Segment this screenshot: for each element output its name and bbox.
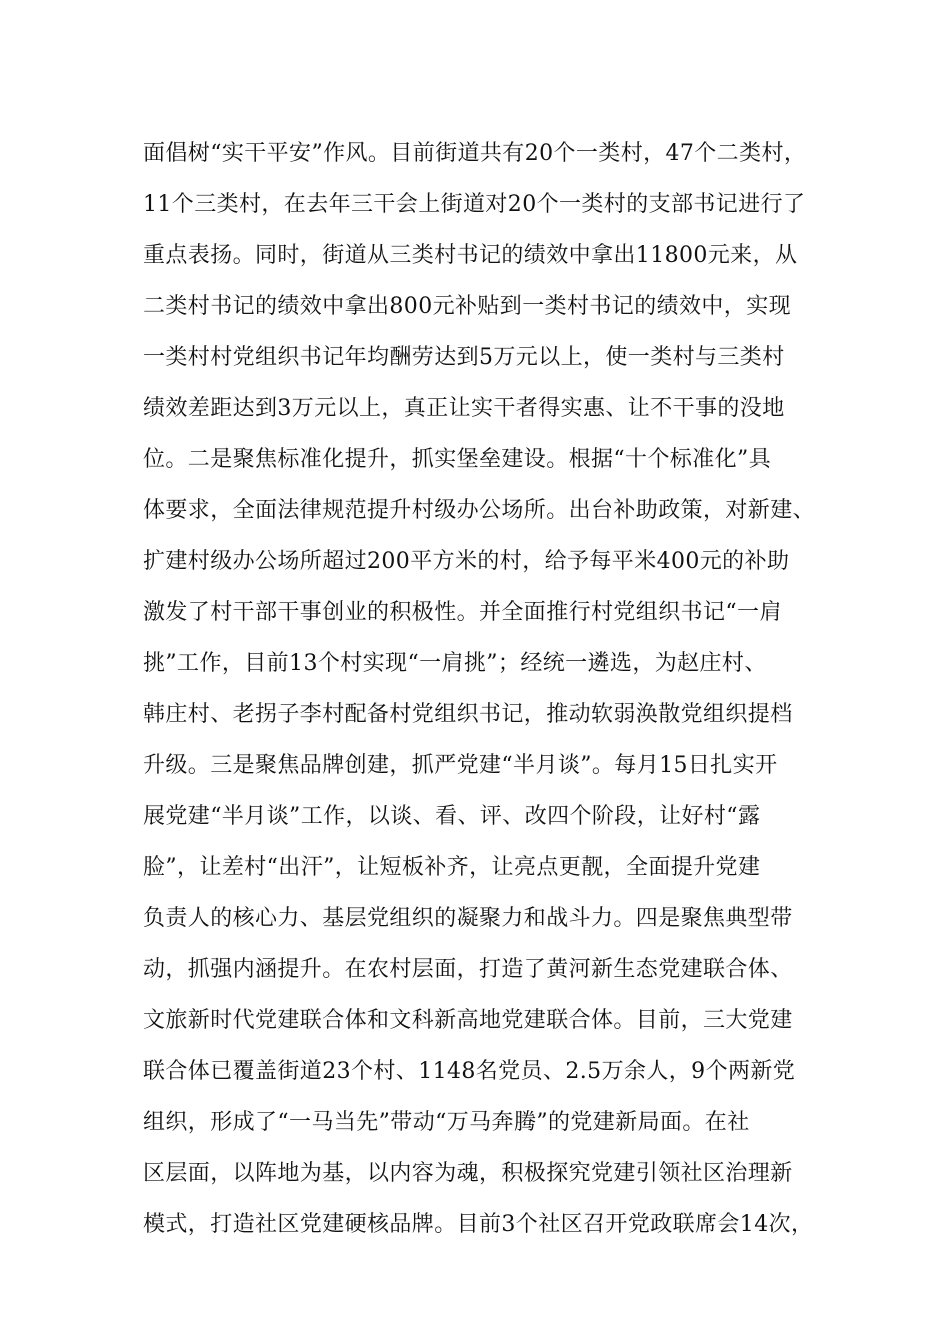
text-line: 挑”工作，目前13个村实现“一肩挑”；经统一遴选，为赵庄村、 [143,651,767,676]
text-line: 扩建村级办公场所超过200平方米的村，给予每平米400元的补助 [143,549,790,574]
text-line: 体要求，全面法律规范提升村级办公场所。出台补助政策，对新建、 [143,498,816,523]
text-line: 面倡树“实干平安”作风。目前街道共有20个一类村，47个二类村， [143,141,807,166]
text-line: 组织，形成了“一马当先”带动“万马奔腾”的党建新局面。在社 [143,1110,750,1135]
text-line: 联合体已覆盖街道23个村、1148名党员、2.5万余人，9个两新党 [143,1059,796,1084]
text-line: 二类村书记的绩效中拿出800元补贴到一类村书记的绩效中，实现 [143,294,791,319]
text-line: 动，抓强内涵提升。在农村层面，打造了黄河新生态党建联合体、 [143,957,793,982]
text-line: 展党建“半月谈”工作，以谈、看、评、改四个阶段，让好村“露 [143,804,761,829]
text-line: 升级。三是聚焦品牌创建，抓严党建“半月谈”。每月15日扎实开 [143,753,778,778]
text-line: 11个三类村，在去年三干会上街道对20个一类村的支部书记进行了 [143,192,806,217]
text-line: 模式，打造社区党建硬核品牌。目前3个社区召开党政联席会14次， [143,1212,814,1237]
text-line: 区层面，以阵地为基，以内容为魂，积极探究党建引领社区治理新 [143,1161,793,1186]
text-line: 激发了村干部干事创业的积极性。并全面推行村党组织书记“一肩 [143,600,782,625]
text-line: 重点表扬。同时，街道从三类村书记的绩效中拿出11800元来，从 [143,243,798,268]
text-line: 一类村村党组织书记年均酬劳达到5万元以上，使一类村与三类村 [143,345,785,370]
text-line: 绩效差距达到3万元以上，真正让实干者得实惠、让不干事的没地 [143,396,785,421]
text-line: 负责人的核心力、基层党组织的凝聚力和战斗力。四是聚焦典型带 [143,906,793,931]
text-line: 脸”，让差村“出汗”，让短板补齐，让亮点更靓，全面提升党建 [143,855,761,880]
text-line: 文旅新时代党建联合体和文科新高地党建联合体。目前，三大党建 [143,1008,793,1033]
text-line: 韩庄村、老拐子李村配备村党组织书记，推动软弱涣散党组织提档 [143,702,793,727]
text-line: 位。二是聚焦标准化提升，抓实堡垒建设。根据“十个标准化”具 [143,447,772,472]
body-text [143,128,843,1250]
